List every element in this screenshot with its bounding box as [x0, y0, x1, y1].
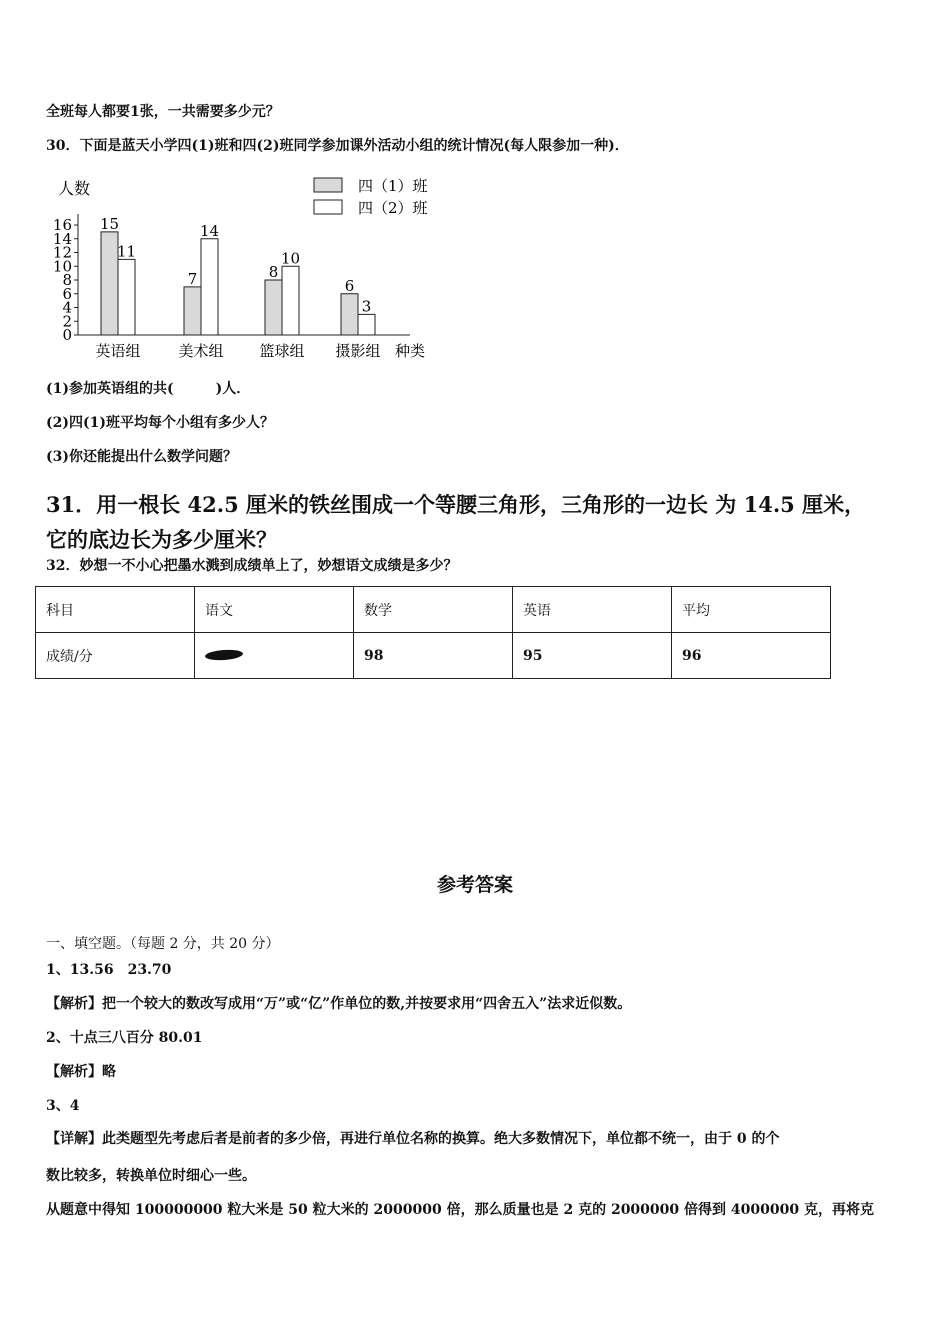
- bar-value-label: 8: [268, 263, 279, 281]
- table-row: [36, 633, 831, 679]
- question-30-stem: 30．下面是蓝天小学四(1)班和四(2)班同学参加课外活动小组的统计情况(每人限参加一种)．: [46, 138, 629, 154]
- x-category-label: 摄影组: [335, 342, 381, 360]
- y-tick-label: 12: [52, 243, 72, 262]
- y-tick-label: 14: [52, 229, 72, 248]
- answer-2-note: 【解析】略: [46, 1064, 116, 1080]
- answer-1: 1、13.56 23.70: [46, 962, 172, 978]
- answers-title: 参考答案: [436, 874, 513, 896]
- table-header-cell: 数学: [354, 587, 513, 633]
- bar-value-label: 6: [344, 276, 355, 295]
- legend-swatch: [314, 200, 342, 214]
- bar-value-label: 15: [99, 214, 120, 233]
- chart-legend: [314, 177, 428, 217]
- answer-1-note: 【解析】把一个较大的数改写成用“万”或“亿”作单位的数,并按要求用“四舍五入”法求近似数。: [46, 996, 632, 1012]
- bar: [101, 232, 118, 335]
- bar-value-label: 10: [280, 249, 301, 268]
- question-30-sub2: (2)四(1)班平均每个小组有多少人？: [46, 415, 274, 431]
- answer-3-note-3: 从题意中得知 100000000 粒大米是 50 粒大米的 2000000 倍，那么质量也是 2 克的 2000000 倍得到 4000000 克，再将克: [46, 1202, 874, 1218]
- y-tick-label: 6: [62, 284, 72, 303]
- x-category-label: 英语组: [95, 342, 141, 360]
- bar: [265, 280, 282, 335]
- bar-value-label: 3: [361, 297, 372, 316]
- question-29-tail: 全班每人都要1张，一共需要多少元？: [46, 104, 280, 120]
- table-header-row: [36, 587, 831, 633]
- legend-label: 四（1）班: [358, 177, 428, 195]
- y-tick-label: 16: [52, 216, 72, 234]
- answer-3-note-1: 【详解】此类题型先考虑后者是前者的多少倍，再进行单位名称的换算。绝大多数情况下，单位都不统一，由于 0 的个: [46, 1131, 780, 1147]
- legend-swatch: [314, 178, 342, 192]
- y-tick-label: 4: [62, 298, 72, 317]
- answer-3: 3、4: [46, 1098, 80, 1114]
- y-tick-label: 0: [62, 326, 72, 344]
- table-cell: 98: [354, 633, 513, 679]
- x-category-label: 美术组: [178, 342, 224, 360]
- bar-value-label: 11: [116, 242, 137, 261]
- table-cell: 95: [513, 633, 672, 679]
- x-axis-label: 种类: [395, 342, 426, 360]
- bar: [118, 259, 135, 335]
- bar: [282, 266, 299, 335]
- question-31-line1: 31．用一根长 42.5 厘米的铁丝围成一个等腰三角形，三角形的一边长 为 14.5 厘米，: [46, 492, 866, 517]
- y-tick-label: 8: [62, 271, 72, 289]
- table-header-cell: 语文: [195, 587, 354, 633]
- bar: [341, 294, 358, 335]
- bar: [201, 239, 218, 335]
- question-30-sub3: (3)你还能提出什么数学问题？: [46, 449, 237, 465]
- legend-label: 四（2）班: [358, 199, 428, 217]
- y-axis-label: 人数: [58, 179, 91, 198]
- bar-value-label: 14: [199, 221, 220, 240]
- table-header-cell: 科目: [36, 587, 195, 633]
- bar-value-label: 7: [187, 269, 198, 288]
- y-tick-label: 2: [62, 312, 72, 331]
- ink-blot: [205, 648, 244, 661]
- score-table: [35, 586, 831, 679]
- question-30-sub1: (1)参加英语组的共( )人．: [46, 381, 251, 397]
- question-32-stem: 32．妙想一不小心把墨水溅到成绩单上了，妙想语文成绩是多少？: [46, 558, 458, 574]
- answers-section-heading: 一、填空题。（每题 2 分，共 20 分）: [46, 936, 280, 952]
- answer-3-note-2: 数比较多，转换单位时细心一些。: [46, 1168, 256, 1184]
- x-category-label: 篮球组: [259, 342, 305, 360]
- bar: [184, 287, 201, 335]
- ink-blot-cell: [195, 633, 354, 679]
- bar: [358, 314, 375, 335]
- question-31-line2: 它的底边长为多少厘米？: [46, 527, 277, 552]
- answer-2: 2、十点三八百分 80.01: [46, 1030, 203, 1046]
- table-cell: 成绩/分: [36, 633, 195, 679]
- table-cell: 96: [672, 633, 831, 679]
- bar-chart: [50, 172, 450, 367]
- table-header-cell: 英语: [513, 587, 672, 633]
- y-tick-label: 10: [52, 257, 72, 276]
- table-header-cell: 平均: [672, 587, 831, 633]
